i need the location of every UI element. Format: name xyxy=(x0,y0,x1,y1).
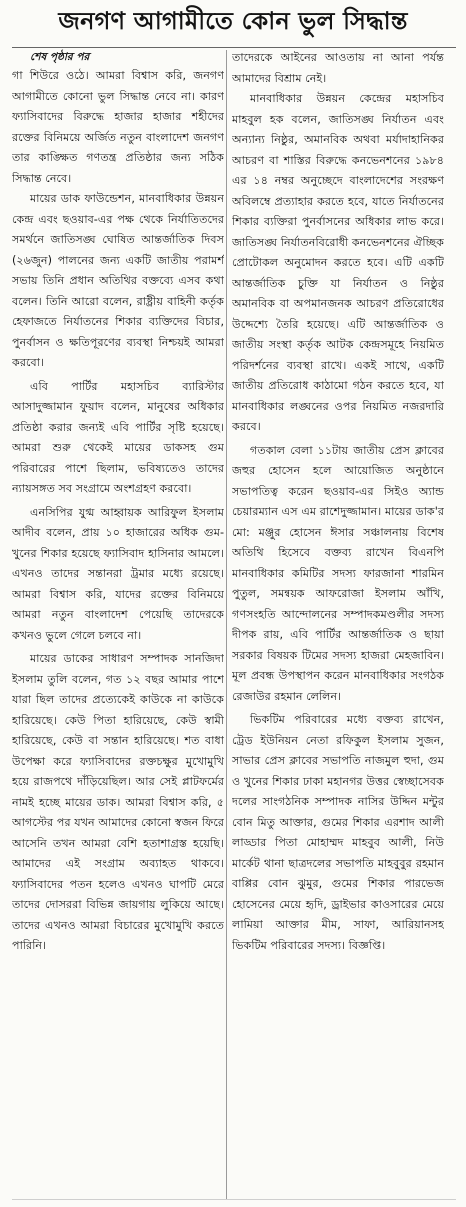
right-paragraph-3: গতকাল বেলা ১১টায় জাতীয় প্রেস ক্লাবের জহুর হোসেন হলে আয়োজিত অনুষ্ঠানে সভাপতিত্ব করেন ছওয়াব-এর সিইও অ্যান্ড চেয়ারম্যান এস এম রাশেদুজ্জামান। মায়ের ডাক'র মো: মঞ্জুর হোসেন ঈসার সঞ্চালনায় বিশেষ অতিথি হিসেবে বক্তব্য রাখেন বিএনপি মানবাধিকার কমিটির সদস্য ফারজানা শারমিন পুতুল, সমন্বয়ক আফরোজা ইসলাম আঁখি, গণসংহতি আন্দোলনের সম্পাদকমণ্ডলীর সদস্য দীপক রায়, এবি পার্টির আন্তর্জাতিক ও ছায়া সরকার বিষয়ক টিমের সদস্য হাজরা মেহজাবিন। মূল প্রবন্ধ উপস্থাপন করেন মানবাধিকার সংগঠক রেজাউর রহমান লেলিন। xyxy=(232,443,444,703)
left-paragraph-1: গা শিউরে ওঠে। আমরা বিশ্বাস করি, জনগণ আগামীতে কোনো ভুল সিদ্ধান্ত নেবে না। কারণ ফ্যাসিবাদের বিরুদ্ধে হাজার হাজার শহীদের রক্তের বিনিময়ে অর্জিত নতুন বাংলাদেশ জনগণ তার কাঙ্ক্ষিত গণতন্ত্র প্রতিষ্ঠার জন্য সঠিক সিদ্ধান্ত নেবে। xyxy=(12,69,224,185)
footer-rule xyxy=(12,1199,456,1200)
left-paragraph-4: এনসিপির যুগ্ম আহ্বায়ক আরিফুল ইসলাম আদীব বলেন, প্রায় ১০ হাজারের অধিক গুম-খুনের শিকার হয়েছে ফ্যাসিবাদ হাসিনার আমলে। এখনও তাদের সন্তানরা ট্রমার মধ্যে রয়েছে। আমরা বিশ্বাস করি, যাদের রক্তের বিনিময়ে আমরা নতুন বাংলাদেশ পেয়েছি তাদেরকে কখনও ভুলে গেলে চলবে না। xyxy=(12,505,224,642)
right-paragraph-2: মানবাধিকার উন্নয়ন কেন্দ্রের মহাসচিব মাহবুল হক বলেন, জাতিসঙ্ঘ নির্যাতন এবং অন্যান্য নিষ্ঠুর, অমানবিক অথবা মর্যাদাহানিকর আচরণ বা শাস্তির বিরুদ্ধে কনভেনশনের ১৯৮৪ এর ১৪ নম্বর অনুচ্ছেদে বাংলাদেশের সংরক্ষণ অবিলম্বে প্রত্যাহার করতে হবে, যাতে নির্যাতনের শিকার ব্যক্তিরা পুনর্বাসনের অধিকার লাভ করে। জাতিসঙ্ঘ নির্যাতনবিরোধী কনভেনশনের ঐচ্ছিক প্রোটোকল অনুমোদন করতে হবে। এটি একটি আন্তর্জাতিক চুক্তি যা নির্যাতন ও নিষ্ঠুর অমানবিক বা অপমানজনক আচরণ প্রতিরোধের উদ্দেশ্যে তৈরি হয়েছে। এটি আন্তর্জাতিক ও জাতীয় সংস্থা কর্তৃক আটক কেন্দ্রসমূহে নিয়মিত পরিদর্শনের ব্যবস্থা রাখে। একই সাথে, একটি জাতীয় প্রতিরোধ কাঠামো গঠন করতে হবে, যা মানবাধিকার লঙ্ঘনের ওপর নিয়মিত নজরদারি করবে। xyxy=(232,92,444,433)
left-paragraph-5: মায়ের ডাকের সাধারণ সম্পাদক সানজিদা ইসলাম তুলি বলেন, গত ১২ বছর আমার পাশে যারা ছিল তাদের প্রত্যেকেই কাউকে না কাউকে হারিয়েছে। কেউ পিতা হারিয়েছে, কেউ স্বামী হারিয়েছে, কেউ বা সন্তান হারিয়েছে। শত বাধা উপেক্ষা করে ফ্যাসিবাদের রক্তচক্ষুর মুখোমুখি হয়ে রাজপথে দাঁড়িয়েছিল। আর সেই প্লাটফর্মের নামই হচ্ছে মায়ের ডাক। আমরা বিশ্বাস করি, ৫ আগস্টের পর যখন আমাদের কোনো স্বজন ফিরে আসেনি তখন আমরা বেশি হতাশাগ্রস্ত হয়েছি। আমাদের এই সংগ্রাম অব্যাহত থাকবে। ফ্যাসিবাদের পতন হলেও এখনও ঘাপটি মেরে তাদের দোসররা বিভিন্ন জায়গায় লুকিয়ে আছে। তাদের এখনও আমরা বিচারের মুখোমুখি করতে পারিনি। xyxy=(12,652,224,952)
left-paragraph-3: এবি পার্টির মহাসচিব ব্যারিস্টার আসাদুজ্জামান ফুয়াদ বলেন, মানুষের অধিকার প্রতিষ্ঠা করার জন্যই এবি পার্টির সৃষ্টি হয়েছে। আমরা শুরু থেকেই মায়ের ডাকসহ গুম পরিবারের পাশে ছিলাম, ভবিষ্যতেও তাদের ন্যায়সঙ্গত সব সংগ্রামে অংশগ্রহণ করবো। xyxy=(12,379,224,495)
headline: জনগণ আগামীতে কোন ভুল সিদ্ধান্ত xyxy=(58,7,408,35)
right-column xyxy=(232,48,444,1198)
right-paragraph-4: ভিকটিম পরিবারের মধ্যে বক্তব্য রাখেন, ট্রেড ইউনিয়ন নেতা রফিকুল ইসলাম সুজন, সাভার প্রেস ক্লাবের সভাপতি নাজমুল হুদা, গুম ও খুনের শিকার ঢাকা মহানগর উত্তর স্বেচ্ছাসেবক দলের সাংগঠনিক সম্পাদক নাসির উদ্দিন মন্টুর বোন মিতু আক্তার, গুমের শিকার এরশাদ আলী লাড্ডার পিতা মোহাম্মদ মাহবুব আলী, নিউ মার্কেট থানা ছাত্রদলের সভাপতি মাহবুবুর রহমান বাপ্পির বোন ঝুমুর, গুমের শিকার পারভেজ হোসেনের মেয়ে হৃদি, ড্রাইভার কাওসারের মেয়ে লামিয়া আক্তার মীম, সাফা, আরিয়ানসহ ভিকটিম পরিবারের সদস্য। বিজ্ঞপ্তি। xyxy=(232,713,444,952)
left-paragraph-2: মায়ের ডাক ফাউন্ডেশন, মানবাধিকার উন্নয়ন কেন্দ্র এবং ছওয়াব-এর পক্ষ থেকে নির্যাতিতদের সমর্থনে জাতিসঙ্ঘ ঘোষিত আন্তর্জাতিক দিবস (২৬জুন) পালনের জন্য একটি জাতীয় পরামর্শ সভায় তিনি প্রধান অতিথির বক্তব্যে এসব কথা বলেন। তিনি আরো বলেন, রাষ্ট্রীয় বাহিনী কর্তৃক হেফাজতে নির্যাতনের শিকার ব্যক্তিদের বিচার, পুনর্বাসন ও ক্ষতিপূরণের ব্যবস্থা নিশ্চয়ই আমরা করবো। xyxy=(12,192,224,369)
column-divider xyxy=(226,50,227,1200)
left-column xyxy=(12,48,224,1198)
continuation-label: শেষ পৃষ্ঠার পর xyxy=(30,51,90,63)
right-paragraph-1: তাদেরকে আইনের আওতায় না আনা পর্যন্ত আমাদের বিশ্রাম নেই। xyxy=(232,51,444,85)
